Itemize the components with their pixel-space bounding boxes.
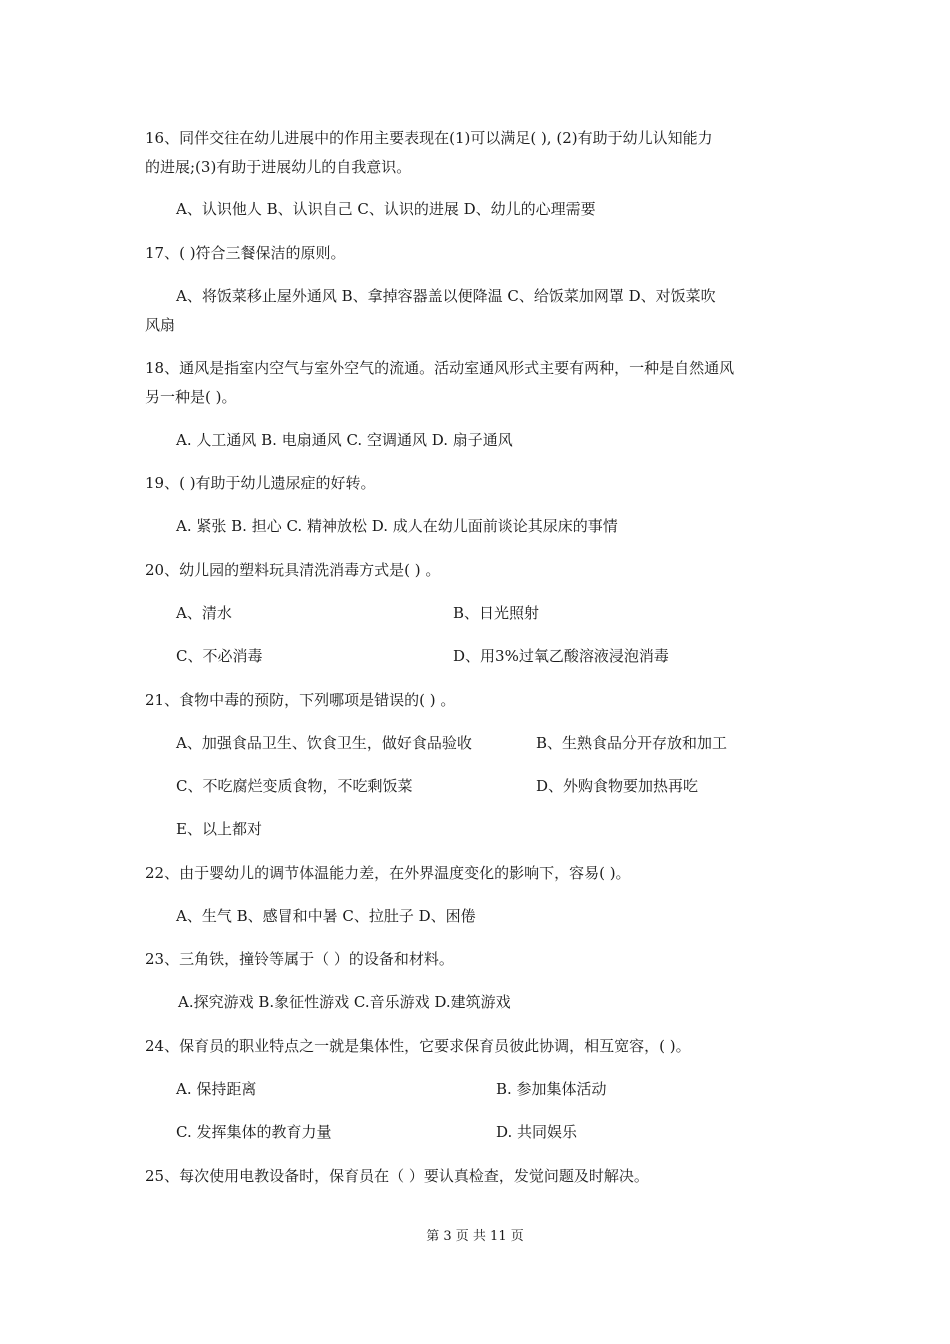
question-20-option-a: A、清水 xyxy=(176,604,232,622)
question-24-option-b: B. 参加集体活动 xyxy=(496,1080,607,1098)
question-16-line2: 的进展;(3)有助于进展幼儿的自我意识。 xyxy=(145,158,412,176)
question-20-stem: 20、幼儿园的塑料玩具清洗消毒方式是( ) 。 xyxy=(145,561,441,579)
question-19-options: A. 紧张 B. 担心 C. 精神放松 D. 成人在幼儿面前谈论其尿床的事情 xyxy=(176,517,618,535)
question-20-option-c: C、不必消毒 xyxy=(176,647,263,665)
question-24-option-d: D. 共同娱乐 xyxy=(496,1123,578,1141)
question-20-option-d: D、用3%过氧乙酸溶液浸泡消毒 xyxy=(453,647,669,665)
question-17-stem: 17、( )符合三餐保洁的原则。 xyxy=(145,244,346,262)
question-16-line1: 16、同伴交往在幼儿进展中的作用主要表现在(1)可以满足( ), (2)有助于幼儿认知能力 xyxy=(145,129,713,147)
question-18-line1: 18、通风是指室内空气与室外空气的流通。活动室通风形式主要有两种，一种是自然通风 xyxy=(145,359,735,377)
question-21-option-a: A、加强食品卫生、饮食卫生，做好食品验收 xyxy=(176,734,472,752)
question-24-option-c: C. 发挥集体的教育力量 xyxy=(176,1123,332,1141)
question-21-option-c: C、不吃腐烂变质食物，不吃剩饭菜 xyxy=(176,777,413,795)
question-21-option-b: B、生熟食品分开存放和加工 xyxy=(536,734,728,752)
question-22-options: A、生气 B、感冒和中暑 C、拉肚子 D、困倦 xyxy=(176,907,476,925)
question-18-line2: 另一种是( )。 xyxy=(145,388,237,406)
question-21-option-d: D、外购食物要加热再吃 xyxy=(536,777,699,795)
question-25-stem: 25、每次使用电教设备时，保育员在（ ）要认真检查，发觉问题及时解决。 xyxy=(145,1167,649,1185)
question-23-options: A.探究游戏 B.象征性游戏 C.音乐游戏 D.建筑游戏 xyxy=(178,993,511,1011)
question-21-stem: 21、食物中毒的预防，下列哪项是错误的( ) 。 xyxy=(145,691,456,709)
question-19-stem: 19、( )有助于幼儿遗尿症的好转。 xyxy=(145,474,376,492)
question-21-option-e: E、以上都对 xyxy=(176,820,262,838)
question-17-options-line2: 风扇 xyxy=(145,316,176,334)
page-footer: 第 3 页 共 11 页 xyxy=(426,1229,524,1244)
question-16-options: A、认识他人 B、认识自己 C、认识的进展 D、幼儿的心理需要 xyxy=(176,200,596,218)
question-20-option-b: B、日光照射 xyxy=(453,604,540,622)
question-18-options: A. 人工通风 B. 电扇通风 C. 空调通风 D. 扇子通风 xyxy=(176,431,513,449)
question-22-stem: 22、由于婴幼儿的调节体温能力差，在外界温度变化的影响下，容易( )。 xyxy=(145,864,631,882)
question-24-stem: 24、保育员的职业特点之一就是集体性，它要求保育员彼此协调，相互宽容，( )。 xyxy=(145,1037,691,1055)
question-23-stem: 23、三角铁，撞铃等属于（ ）的设备和材料。 xyxy=(145,950,454,968)
question-24-option-a: A. 保持距离 xyxy=(176,1080,257,1098)
question-17-options-line1: A、将饭菜移止屋外通风 B、拿掉容器盖以便降温 C、给饭菜加网罩 D、对饭菜吹 xyxy=(176,287,716,305)
